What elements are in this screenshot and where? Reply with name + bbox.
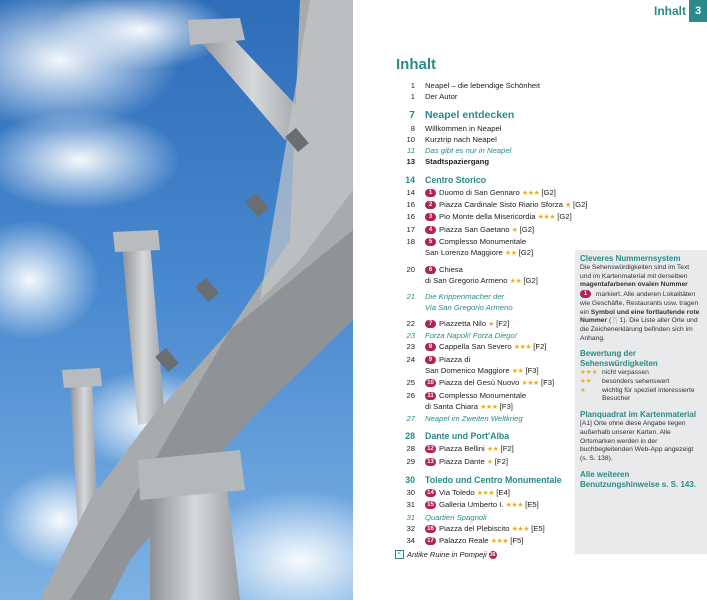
- toc-page: 23: [406, 331, 415, 341]
- cover-photo-ruins: [0, 0, 353, 600]
- arrow-left-icon: <: [395, 550, 404, 559]
- map-grid: [F3]: [499, 401, 513, 411]
- rating-stars-icon: ★★★: [521, 189, 540, 197]
- toc-page: 7: [409, 108, 415, 121]
- toc-page: 10: [406, 134, 415, 144]
- toc-sight[interactable]: [393, 487, 598, 499]
- toc-sight[interactable]: [393, 535, 598, 547]
- toc-sight[interactable]: [393, 224, 598, 236]
- toc-section[interactable]: [393, 174, 598, 187]
- toc-page: 8: [410, 123, 415, 133]
- toc-sight[interactable]: [393, 236, 598, 260]
- map-grid: [F2]: [500, 444, 514, 454]
- toc-entry[interactable]: [393, 145, 598, 156]
- toc-section-title: Dante und Port'Alba: [425, 431, 510, 442]
- toc-page: 16: [406, 200, 415, 210]
- info-heading: Cleveres Nummernsystem: [580, 254, 681, 263]
- sight-number-badge: 17: [425, 537, 436, 545]
- toc-text: Piazza del Plebiscito: [439, 523, 510, 533]
- toc-text: Willkommen in Neapel: [425, 123, 502, 133]
- legend-text: wichtig für speziell interessierte Besucher: [602, 386, 695, 403]
- toc-page: 25: [406, 378, 415, 388]
- toc-entry[interactable]: [393, 156, 598, 167]
- toc-page: 16: [406, 212, 415, 222]
- toc-page: 30: [406, 488, 415, 498]
- toc-text: Piazzetta Nilo: [439, 318, 486, 328]
- toc-text: San Lorenzo Maggiore: [425, 248, 503, 258]
- legend-text: nicht verpassen: [602, 369, 649, 377]
- rating-legend-row: [580, 369, 702, 378]
- map-grid: [F2]: [496, 318, 510, 328]
- rating-stars-icon: ★: [486, 458, 493, 466]
- toc-page: 32: [406, 523, 415, 533]
- toc-text: di San Gregorio Armeno: [425, 275, 508, 285]
- toc-section-title: Neapel entdecken: [425, 108, 515, 121]
- rating-stars-icon: ★★: [511, 367, 524, 375]
- legend-text: besonders sehenswert: [602, 378, 670, 386]
- rating-stars-icon: ★★: [580, 378, 592, 386]
- toc-page: 14: [405, 174, 415, 185]
- rating-stars-icon: ★★★: [490, 538, 509, 546]
- rating-stars-icon: ★★: [504, 250, 517, 258]
- toc-sight[interactable]: [393, 341, 598, 353]
- toc-entry[interactable]: [393, 413, 598, 424]
- toc-sight[interactable]: [393, 456, 598, 468]
- toc-section-title: Centro Storico: [425, 174, 487, 185]
- toc-text: di Santa Chiara: [425, 401, 478, 411]
- rating-stars-icon: ★: [511, 226, 518, 234]
- sight-number-badge: 11: [425, 392, 436, 400]
- toc-text: Piazza del Gesù Nuovo: [439, 378, 520, 388]
- toc-page: 21: [406, 292, 415, 302]
- toc-page: 22: [406, 318, 415, 328]
- toc-page: 28: [406, 444, 415, 454]
- toc-page: 13: [406, 157, 415, 167]
- toc-list: [393, 80, 598, 548]
- map-grid: [F3]: [540, 378, 555, 388]
- map-grid: [G2]: [519, 224, 535, 234]
- toc-text: Complesso Monumentale: [439, 236, 527, 246]
- toc-page: 18: [406, 236, 415, 246]
- toc-entry[interactable]: [393, 291, 598, 314]
- info-heading: Bewertung der Sehenswürdigkeiten: [580, 349, 658, 369]
- toc-text: Chiesa: [439, 264, 463, 274]
- info-text: markiert. Alle anderen Lokalitäten wie Geschäfte, Restaurants usw. tragen ein: [580, 291, 699, 316]
- toc-text: Complesso Monumentale: [439, 390, 527, 400]
- toc-text: Kurztrip nach Neapel: [425, 134, 497, 144]
- toc-text: Neapel – die lebendige Schönheit: [425, 81, 540, 90]
- toc-text: Piazza Dante: [439, 456, 485, 466]
- toc-text: Forza Napoli! Forza Diego!: [425, 331, 517, 341]
- toc-page: 17: [406, 224, 415, 234]
- toc-page: 11: [407, 146, 415, 156]
- toc-text: Die Krippenmacher der: [425, 292, 505, 302]
- toc-text: Piazza Bellini: [439, 444, 485, 454]
- toc-text: Palazzo Reale: [439, 536, 489, 546]
- info-heading: Alle weiteren Benutzungshinweise s. S. 143.: [580, 469, 697, 489]
- toc-section-title: Toledo und Centro Monumentale: [425, 475, 562, 486]
- rating-stars-icon: ★★★: [480, 403, 498, 411]
- map-grid: [F2]: [494, 456, 509, 466]
- sight-number-badge: 2: [425, 201, 436, 209]
- sight-number-badge: 16: [425, 525, 436, 533]
- sight-number-badge: 8: [425, 343, 436, 351]
- toc-text: San Domenico Maggiore: [425, 365, 510, 375]
- map-grid: [E4]: [496, 488, 510, 498]
- rating-stars-icon: ★★★: [537, 214, 556, 222]
- toc-text: Piazza San Gaetano: [439, 224, 510, 234]
- toc-text: Via Toledo: [439, 488, 475, 498]
- sight-number-badge: 9: [425, 356, 436, 364]
- toc-page: 28: [405, 431, 415, 442]
- rating-stars-icon: ★: [488, 320, 494, 328]
- rating-stars-icon: ★★★: [513, 344, 532, 352]
- rating-stars-icon: ★★★: [511, 525, 529, 533]
- caption-text: Antike Ruine in Pompeji: [407, 550, 487, 559]
- toc-text: Neapel im Zweiten Weltkrieg: [425, 414, 523, 424]
- map-grid: [E5]: [525, 500, 539, 510]
- toc-sight[interactable]: [393, 211, 598, 223]
- map-pin-icon: 36: [489, 551, 496, 558]
- sight-number-badge: 14: [425, 489, 436, 497]
- toc-sight[interactable]: [393, 354, 598, 378]
- toc-page: 26: [406, 390, 415, 400]
- photo-caption: [395, 550, 497, 559]
- toc-page: 29: [406, 456, 415, 466]
- toc-page: 14: [406, 187, 415, 197]
- toc-sight[interactable]: [393, 499, 598, 511]
- map-grid: [G2]: [572, 200, 588, 210]
- info-text: (🍴1). Die Liste aller Orte und die Zeichenerklärung befinden sich im Anhang.: [580, 317, 698, 342]
- rating-stars-icon: ★★: [486, 446, 499, 454]
- toc-text: Piazza Cardinale Sisto Riario Sforza: [439, 200, 563, 210]
- table-of-contents-page: [353, 0, 707, 600]
- toc-page: 31: [406, 500, 415, 510]
- rating-stars-icon: ★★★: [476, 490, 495, 498]
- toc-entry[interactable]: [393, 330, 598, 341]
- sight-number-badge: 7: [425, 320, 436, 328]
- info-text: Die Sehenswürdigkeiten sind im Text und im Kartenmaterial mit derselben: [580, 264, 690, 280]
- toc-text: Via San Gregorio Armeno: [425, 303, 513, 313]
- toc-sight[interactable]: [393, 523, 598, 535]
- toc-text: Cappella San Severo: [439, 342, 512, 352]
- toc-text: Piazza di: [439, 354, 471, 364]
- info-text-bold: Symbol und eine fortlaufende rote Nummer: [580, 308, 700, 325]
- rating-legend-row: [580, 378, 702, 387]
- map-grid: [F3]: [525, 365, 539, 375]
- toc-sight[interactable]: [393, 377, 598, 389]
- toc-page: 30: [405, 475, 415, 486]
- toc-title: Inhalt: [396, 56, 436, 73]
- toc-page: 27: [406, 414, 415, 424]
- ruins-illustration: [0, 0, 353, 600]
- sight-number-badge: 12: [425, 445, 436, 453]
- toc-text: Duomo di San Gennaro: [439, 187, 520, 197]
- sight-number-badge: 5: [425, 238, 436, 246]
- sight-number-badge: 1: [425, 189, 436, 197]
- toc-entry[interactable]: [393, 512, 598, 523]
- page-header: [654, 0, 707, 22]
- toc-sight[interactable]: [393, 318, 598, 330]
- toc-entry[interactable]: [393, 123, 598, 134]
- toc-section[interactable]: [393, 474, 598, 487]
- sight-number-badge: 15: [425, 501, 436, 509]
- toc-text: Galleria Umberto I.: [439, 500, 504, 510]
- info-text-bold: magentafarbenen ovalen Nummer: [580, 281, 688, 289]
- toc-text: Pio Monte della Misericordia: [439, 212, 536, 222]
- toc-sight[interactable]: [393, 187, 598, 199]
- toc-page: 20: [406, 264, 415, 274]
- toc-page: 23: [406, 342, 415, 352]
- info-heading: Planquadrat im Kartenmaterial: [580, 410, 697, 420]
- info-paragraph: [580, 264, 702, 343]
- map-grid: [F2]: [533, 342, 547, 352]
- page-number: 3: [689, 0, 707, 22]
- sight-number-badge: 13: [425, 458, 436, 466]
- toc-text: Der Autor: [425, 92, 458, 102]
- toc-sight[interactable]: [393, 443, 598, 455]
- rating-stars-icon: ★: [565, 202, 571, 210]
- toc-text: Quartieri Spagnoli: [425, 512, 487, 522]
- toc-sight[interactable]: [393, 264, 598, 288]
- rating-stars-icon: ★★★: [580, 369, 598, 377]
- toc-entry[interactable]: [393, 134, 598, 145]
- info-paragraph: [A1] Orte ohne diese Angabe liegen außerhalb unserer Karten. Alle Ortsmarken werden in der buchbegleitenden Web-App angezeigt (s. S. 138).: [580, 420, 694, 462]
- toc-text: Stadtspaziergang: [425, 157, 490, 167]
- rating-stars-icon: ★★: [509, 277, 522, 285]
- toc-sight[interactable]: [393, 199, 598, 211]
- toc-page: 24: [406, 354, 415, 364]
- toc-section[interactable]: [393, 108, 598, 123]
- map-grid: [G2]: [557, 212, 572, 222]
- toc-section[interactable]: [393, 430, 598, 443]
- toc-sight[interactable]: [393, 390, 598, 414]
- header-label: Inhalt: [654, 4, 686, 18]
- toc-page: 1: [410, 81, 415, 90]
- map-grid: [G2]: [518, 248, 534, 258]
- toc-page: 1: [410, 92, 415, 102]
- toc-text: Das gibt es nur in Neapel: [425, 146, 512, 156]
- toc-page: 34: [406, 536, 415, 546]
- sight-number-badge: 4: [425, 226, 436, 234]
- toc-entry[interactable]: [393, 80, 598, 91]
- map-grid: [G2]: [523, 275, 538, 285]
- rating-stars-icon: ★: [580, 386, 586, 394]
- map-grid: [E5]: [531, 523, 545, 533]
- toc-page: 31: [406, 512, 415, 522]
- toc-entry[interactable]: [393, 91, 598, 102]
- rating-legend-row: [580, 387, 702, 404]
- rating-stars-icon: ★★★: [505, 502, 523, 510]
- usage-info-box: [575, 250, 707, 554]
- sight-number-badge: 1: [580, 290, 591, 298]
- rating-stars-icon: ★★★: [521, 380, 539, 388]
- sight-number-badge: 3: [425, 213, 436, 221]
- sight-number-badge: 10: [425, 379, 436, 387]
- map-grid: [F5]: [510, 536, 524, 546]
- map-grid: [G2]: [541, 187, 556, 197]
- sight-number-badge: 6: [425, 266, 436, 274]
